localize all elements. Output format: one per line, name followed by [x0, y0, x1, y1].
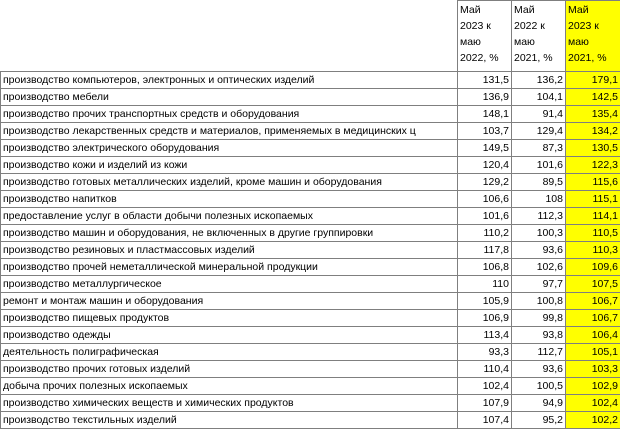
table-row: [1, 89, 620, 106]
value-may2023-vs-may2021-cell[interactable]: 109,6: [566, 259, 620, 276]
table-row: [1, 242, 620, 259]
industry-name-cell[interactable]: производство мебели: [1, 89, 458, 106]
value-may2023-vs-may2021-cell[interactable]: 114,1: [566, 208, 620, 225]
value-may2023-vs-may2021-cell[interactable]: 115,1: [566, 191, 620, 208]
value-may2023-vs-may2022-cell[interactable]: 136,9: [458, 89, 512, 106]
industry-name-cell[interactable]: производство лекарственных средств и материалов, применяемых в медицинских ц: [1, 123, 458, 140]
value-may2023-vs-may2022-cell[interactable]: 107,9: [458, 395, 512, 412]
header-row: [1, 1, 620, 72]
value-may2023-vs-may2022-cell[interactable]: 101,6: [458, 208, 512, 225]
table-row: [1, 395, 620, 412]
table-row: [1, 344, 620, 361]
value-may2023-vs-may2021-cell[interactable]: 179,1: [566, 72, 620, 89]
value-may2023-vs-may2022-cell[interactable]: 117,8: [458, 242, 512, 259]
table-row: [1, 293, 620, 310]
table-row: [1, 276, 620, 293]
value-may2022-vs-may2021-cell[interactable]: 102,6: [512, 259, 566, 276]
value-may2023-vs-may2021-cell[interactable]: 105,1: [566, 344, 620, 361]
header-line: маю: [460, 34, 509, 50]
header-line: Май: [568, 2, 618, 18]
industry-name-cell[interactable]: производство прочей неметаллической минеральной продукции: [1, 259, 458, 276]
industry-name-cell[interactable]: производство напитков: [1, 191, 458, 208]
table-row: [1, 327, 620, 344]
value-may2023-vs-may2021-cell[interactable]: 135,4: [566, 106, 620, 123]
value-may2023-vs-may2021-cell[interactable]: 106,4: [566, 327, 620, 344]
value-may2023-vs-may2021-cell[interactable]: 102,9: [566, 378, 620, 395]
value-may2022-vs-may2021-cell[interactable]: 93,6: [512, 361, 566, 378]
value-may2023-vs-may2022-cell[interactable]: 113,4: [458, 327, 512, 344]
industry-name-cell[interactable]: добыча прочих полезных ископаемых: [1, 378, 458, 395]
header-line: 2022 к: [514, 18, 563, 34]
value-may2022-vs-may2021-cell[interactable]: 108: [512, 191, 566, 208]
industry-name-cell[interactable]: производство металлургическое: [1, 276, 458, 293]
industry-name-cell[interactable]: производство текстильных изделий: [1, 412, 458, 429]
industry-name-cell[interactable]: деятельность полиграфическая: [1, 344, 458, 361]
table-row: [1, 191, 620, 208]
industry-name-cell[interactable]: производство прочих готовых изделий: [1, 361, 458, 378]
table-row: [1, 157, 620, 174]
header-may2023-vs-may2022[interactable]: [458, 1, 512, 72]
table-row: [1, 106, 620, 123]
value-may2023-vs-may2021-cell[interactable]: 102,4: [566, 395, 620, 412]
value-may2023-vs-may2022-cell[interactable]: 106,6: [458, 191, 512, 208]
value-may2023-vs-may2022-cell[interactable]: 106,8: [458, 259, 512, 276]
industry-name-cell[interactable]: производство электрического оборудования: [1, 140, 458, 157]
table-row: [1, 310, 620, 327]
value-may2022-vs-may2021-cell[interactable]: 93,8: [512, 327, 566, 344]
value-may2023-vs-may2021-cell[interactable]: 102,2: [566, 412, 620, 429]
value-may2023-vs-may2021-cell[interactable]: 134,2: [566, 123, 620, 140]
value-may2023-vs-may2022-cell[interactable]: 105,9: [458, 293, 512, 310]
value-may2023-vs-may2021-cell[interactable]: 107,5: [566, 276, 620, 293]
table-row: [1, 378, 620, 395]
header-line: маю: [568, 34, 618, 50]
value-may2023-vs-may2022-cell[interactable]: 107,4: [458, 412, 512, 429]
header-blank-cell[interactable]: [1, 1, 458, 72]
value-may2022-vs-may2021-cell[interactable]: 89,5: [512, 174, 566, 191]
value-may2023-vs-may2022-cell[interactable]: 131,5: [458, 72, 512, 89]
industry-name-cell[interactable]: ремонт и монтаж машин и оборудования: [1, 293, 458, 310]
table-row: [1, 361, 620, 378]
value-may2022-vs-may2021-cell[interactable]: 104,1: [512, 89, 566, 106]
industry-name-cell[interactable]: производство кожи и изделий из кожи: [1, 157, 458, 174]
header-line: 2022, %: [460, 50, 509, 66]
value-may2023-vs-may2021-cell[interactable]: 106,7: [566, 293, 620, 310]
value-may2022-vs-may2021-cell[interactable]: 129,4: [512, 123, 566, 140]
value-may2023-vs-may2022-cell[interactable]: 120,4: [458, 157, 512, 174]
value-may2022-vs-may2021-cell[interactable]: 112,3: [512, 208, 566, 225]
header-line: 2023 к: [568, 18, 618, 34]
header-line: маю: [514, 34, 563, 50]
value-may2022-vs-may2021-cell[interactable]: 112,7: [512, 344, 566, 361]
industry-name-cell[interactable]: производство компьютеров, электронных и оптических изделий: [1, 72, 458, 89]
value-may2023-vs-may2022-cell[interactable]: 129,2: [458, 174, 512, 191]
value-may2023-vs-may2021-cell[interactable]: 103,3: [566, 361, 620, 378]
header-line: 2021, %: [514, 50, 563, 66]
industry-name-cell[interactable]: предоставление услуг в области добычи полезных ископаемых: [1, 208, 458, 225]
value-may2022-vs-may2021-cell[interactable]: 99,8: [512, 310, 566, 327]
header-line: Май: [514, 2, 563, 18]
table-row: [1, 140, 620, 157]
industry-name-cell[interactable]: производство пищевых продуктов: [1, 310, 458, 327]
value-may2023-vs-may2022-cell[interactable]: 149,5: [458, 140, 512, 157]
value-may2023-vs-may2021-cell[interactable]: 110,5: [566, 225, 620, 242]
header-line: Май: [460, 2, 509, 18]
value-may2023-vs-may2022-cell[interactable]: 110: [458, 276, 512, 293]
header-line: 2021, %: [568, 50, 618, 66]
value-may2022-vs-may2021-cell[interactable]: 95,2: [512, 412, 566, 429]
value-may2022-vs-may2021-cell[interactable]: 93,6: [512, 242, 566, 259]
value-may2022-vs-may2021-cell[interactable]: 136,2: [512, 72, 566, 89]
value-may2023-vs-may2022-cell[interactable]: 106,9: [458, 310, 512, 327]
value-may2023-vs-may2022-cell[interactable]: 148,1: [458, 106, 512, 123]
value-may2023-vs-may2022-cell[interactable]: 93,3: [458, 344, 512, 361]
header-may2023-vs-may2021[interactable]: [566, 1, 620, 72]
value-may2023-vs-may2021-cell[interactable]: 110,3: [566, 242, 620, 259]
value-may2022-vs-may2021-cell[interactable]: 91,4: [512, 106, 566, 123]
value-may2022-vs-may2021-cell[interactable]: 87,3: [512, 140, 566, 157]
value-may2022-vs-may2021-cell[interactable]: 100,3: [512, 225, 566, 242]
value-may2022-vs-may2021-cell[interactable]: 101,6: [512, 157, 566, 174]
industry-name-cell[interactable]: производство готовых металлических изделий, кроме машин и оборудования: [1, 174, 458, 191]
header-line: 2023 к: [460, 18, 509, 34]
table-row: [1, 72, 620, 89]
value-may2023-vs-may2021-cell[interactable]: 115,6: [566, 174, 620, 191]
value-may2022-vs-may2021-cell[interactable]: 100,5: [512, 378, 566, 395]
table-row: [1, 259, 620, 276]
industry-name-cell[interactable]: производство химических веществ и химических продуктов: [1, 395, 458, 412]
value-may2022-vs-may2021-cell[interactable]: 100,8: [512, 293, 566, 310]
industry-name-cell[interactable]: производство резиновых и пластмассовых изделий: [1, 242, 458, 259]
value-may2023-vs-may2021-cell[interactable]: 122,3: [566, 157, 620, 174]
table-row: [1, 412, 620, 429]
value-may2023-vs-may2022-cell[interactable]: 102,4: [458, 378, 512, 395]
value-may2022-vs-may2021-cell[interactable]: 97,7: [512, 276, 566, 293]
table-row: [1, 225, 620, 242]
value-may2022-vs-may2021-cell[interactable]: 94,9: [512, 395, 566, 412]
table-row: [1, 174, 620, 191]
table-row: [1, 123, 620, 140]
table-row: [1, 208, 620, 225]
industry-name-cell[interactable]: производство прочих транспортных средств и оборудования: [1, 106, 458, 123]
value-may2023-vs-may2021-cell[interactable]: 130,5: [566, 140, 620, 157]
industry-name-cell[interactable]: производство одежды: [1, 327, 458, 344]
value-may2023-vs-may2022-cell[interactable]: 110,2: [458, 225, 512, 242]
industry-name-cell[interactable]: производство машин и оборудования, не включенных в другие группировки: [1, 225, 458, 242]
header-may2022-vs-may2021[interactable]: [512, 1, 566, 72]
table-body: [1, 1, 620, 429]
value-may2023-vs-may2021-cell[interactable]: 142,5: [566, 89, 620, 106]
value-may2023-vs-may2022-cell[interactable]: 103,7: [458, 123, 512, 140]
value-may2023-vs-may2021-cell[interactable]: 106,7: [566, 310, 620, 327]
value-may2023-vs-may2022-cell[interactable]: 110,4: [458, 361, 512, 378]
